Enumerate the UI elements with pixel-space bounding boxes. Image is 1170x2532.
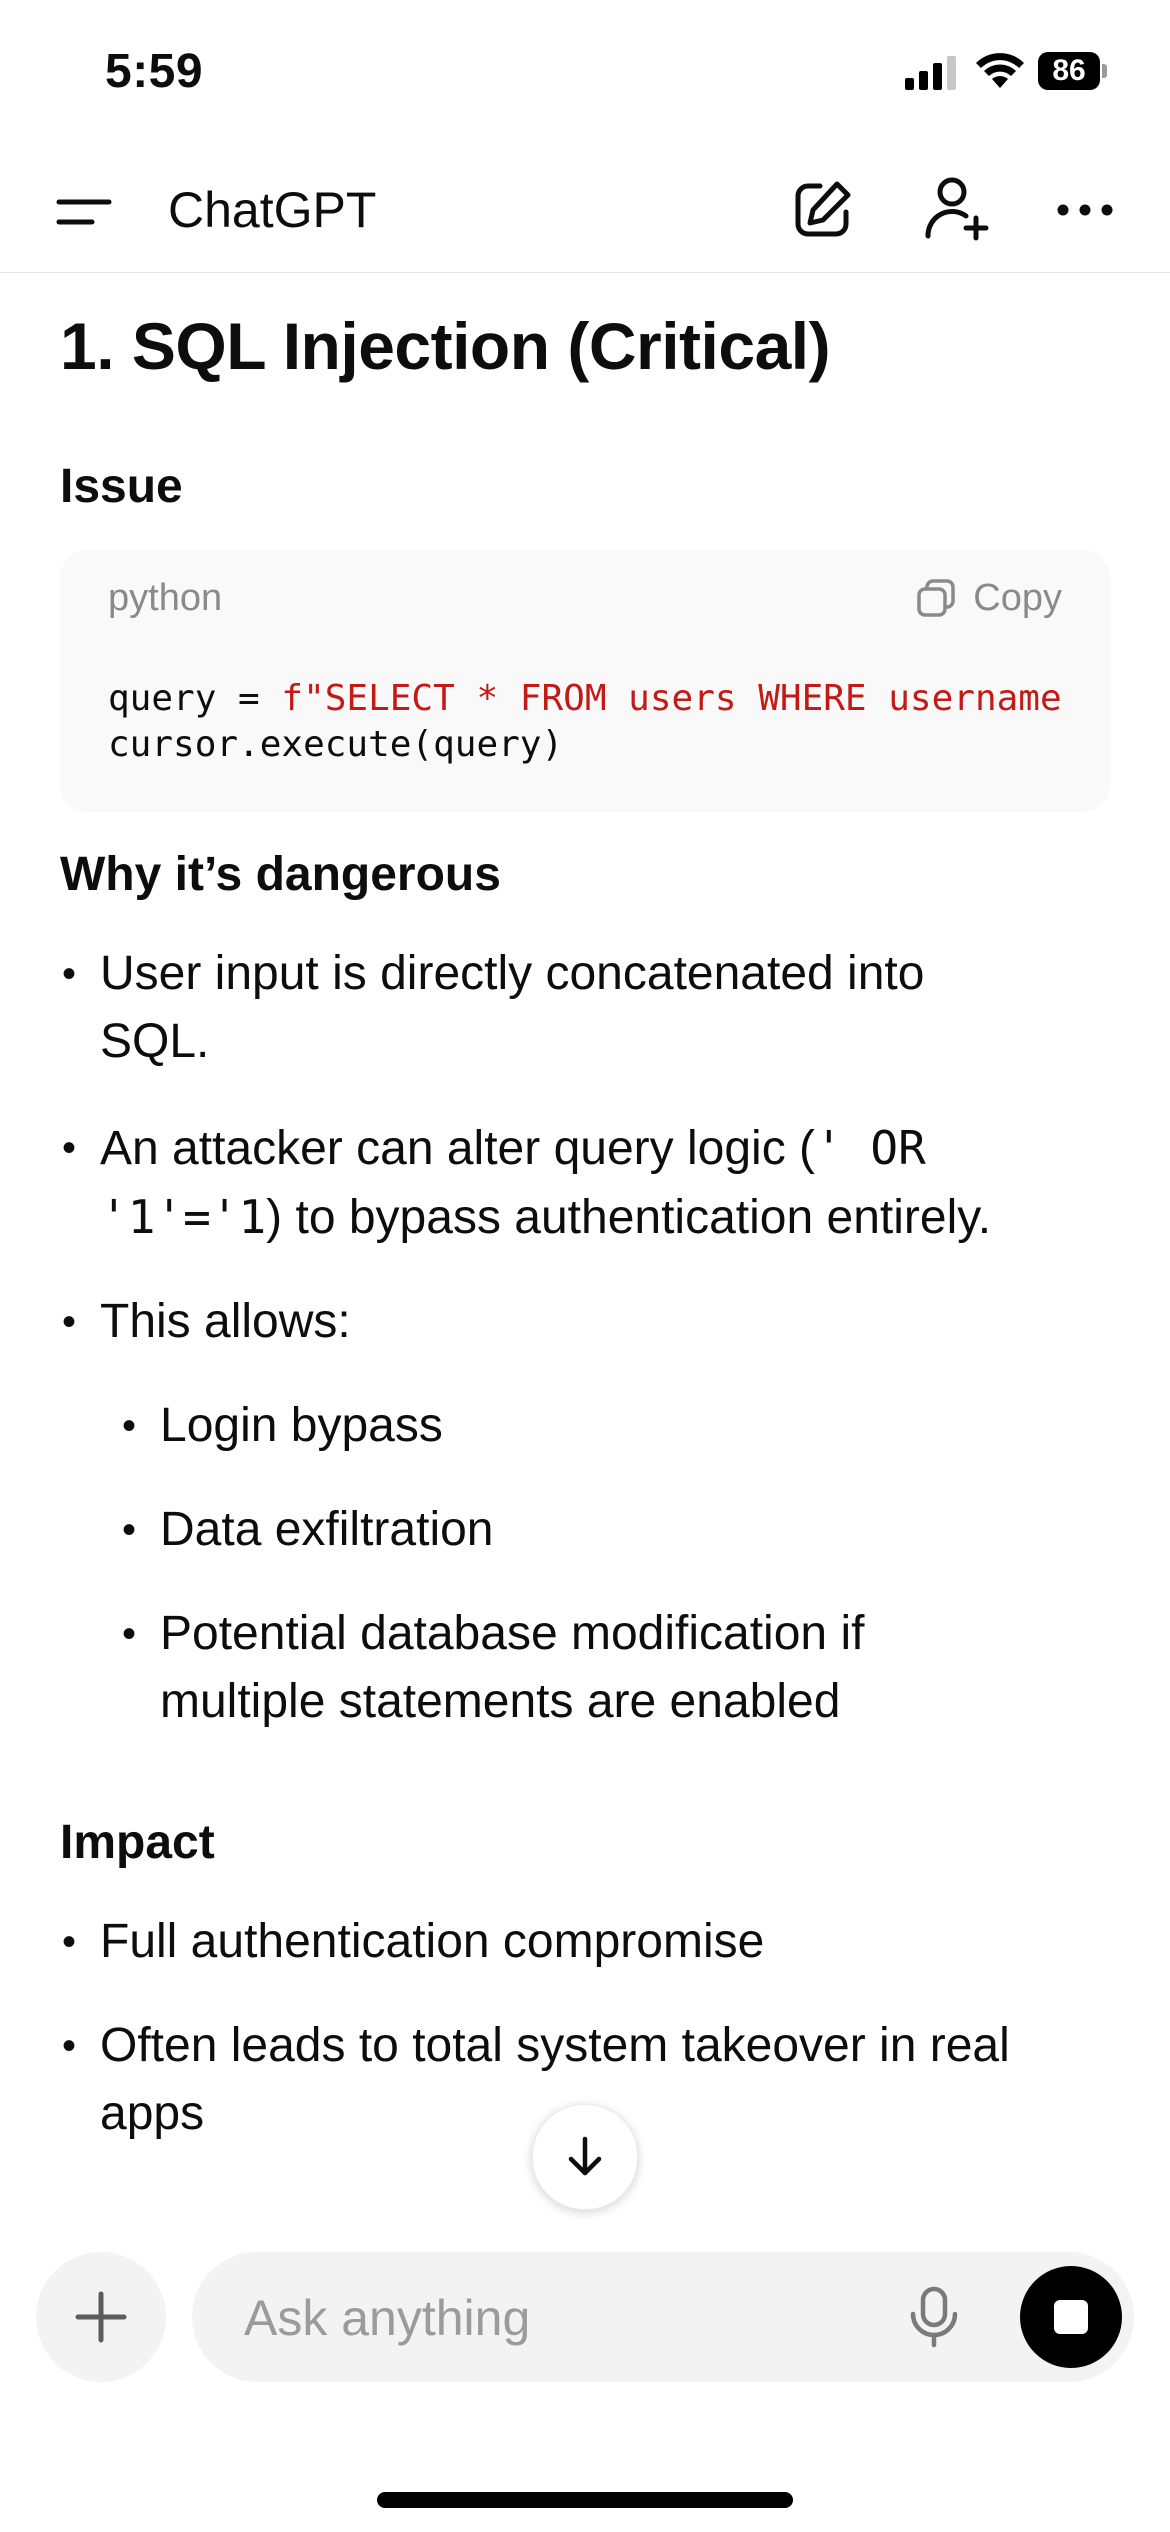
copy-icon bbox=[915, 577, 957, 619]
battery-icon bbox=[1038, 52, 1108, 90]
stop-icon bbox=[1054, 2300, 1088, 2334]
sub-list-item: • Potential database modification if multiple statements are enabled bbox=[122, 1607, 865, 1728]
attach-button[interactable] bbox=[36, 2252, 166, 2382]
issue-heading: Issue bbox=[60, 460, 183, 513]
add-person-icon[interactable] bbox=[922, 174, 990, 242]
status-bar bbox=[0, 0, 1170, 150]
impact-heading: Impact bbox=[60, 1816, 215, 1869]
sub-list-item: • Data exfiltration bbox=[122, 1503, 494, 1556]
code-line-1-string: f"SELECT * FROM users WHERE username bbox=[281, 678, 1062, 719]
stop-generating-button[interactable] bbox=[1020, 2266, 1122, 2368]
plus-icon bbox=[74, 2290, 128, 2344]
nav-bar bbox=[0, 150, 1170, 273]
sidebar-menu-icon[interactable] bbox=[56, 190, 112, 234]
list-item: • An attacker can alter query logic (' OR '1'='1) to bypass authentication entirely. bbox=[62, 1121, 992, 1244]
more-options-icon[interactable] bbox=[1055, 190, 1115, 230]
copy-code-button[interactable] bbox=[915, 574, 1062, 622]
copy-label: Copy bbox=[973, 576, 1062, 619]
list-item: • Often leads to total system takeover in real apps bbox=[62, 2019, 1010, 2140]
code-block bbox=[60, 550, 1110, 812]
code-content bbox=[108, 676, 1062, 768]
scroll-to-bottom-button[interactable] bbox=[532, 2104, 638, 2210]
list-item: • Full authentication compromise bbox=[62, 1915, 765, 1968]
composer bbox=[192, 2252, 1134, 2382]
code-line-2: cursor.execute(query) bbox=[108, 724, 564, 765]
status-time: 5:59 bbox=[105, 45, 204, 98]
home-indicator bbox=[377, 2492, 793, 2508]
app-title: ChatGPT bbox=[168, 182, 377, 238]
new-chat-icon[interactable] bbox=[790, 178, 854, 242]
code-line-1-prefix: query = bbox=[108, 678, 282, 719]
arrow-down-icon bbox=[563, 2135, 607, 2179]
cellular-signal-icon bbox=[905, 56, 957, 90]
why-dangerous-heading: Why it’s dangerous bbox=[60, 848, 501, 901]
message-input[interactable] bbox=[242, 2282, 846, 2354]
microphone-icon[interactable] bbox=[904, 2286, 964, 2348]
section-heading: 1. SQL Injection (Critical) bbox=[60, 309, 831, 383]
chat-message bbox=[0, 272, 1170, 2222]
list-item: • This allows: bbox=[62, 1295, 351, 1348]
list-item: • User input is directly concatenated into SQL. bbox=[62, 947, 925, 1068]
sub-list-item: • Login bypass bbox=[122, 1399, 443, 1452]
wifi-icon bbox=[975, 52, 1025, 90]
battery-level: 86 bbox=[1038, 52, 1100, 90]
code-language-label: python bbox=[108, 577, 223, 619]
